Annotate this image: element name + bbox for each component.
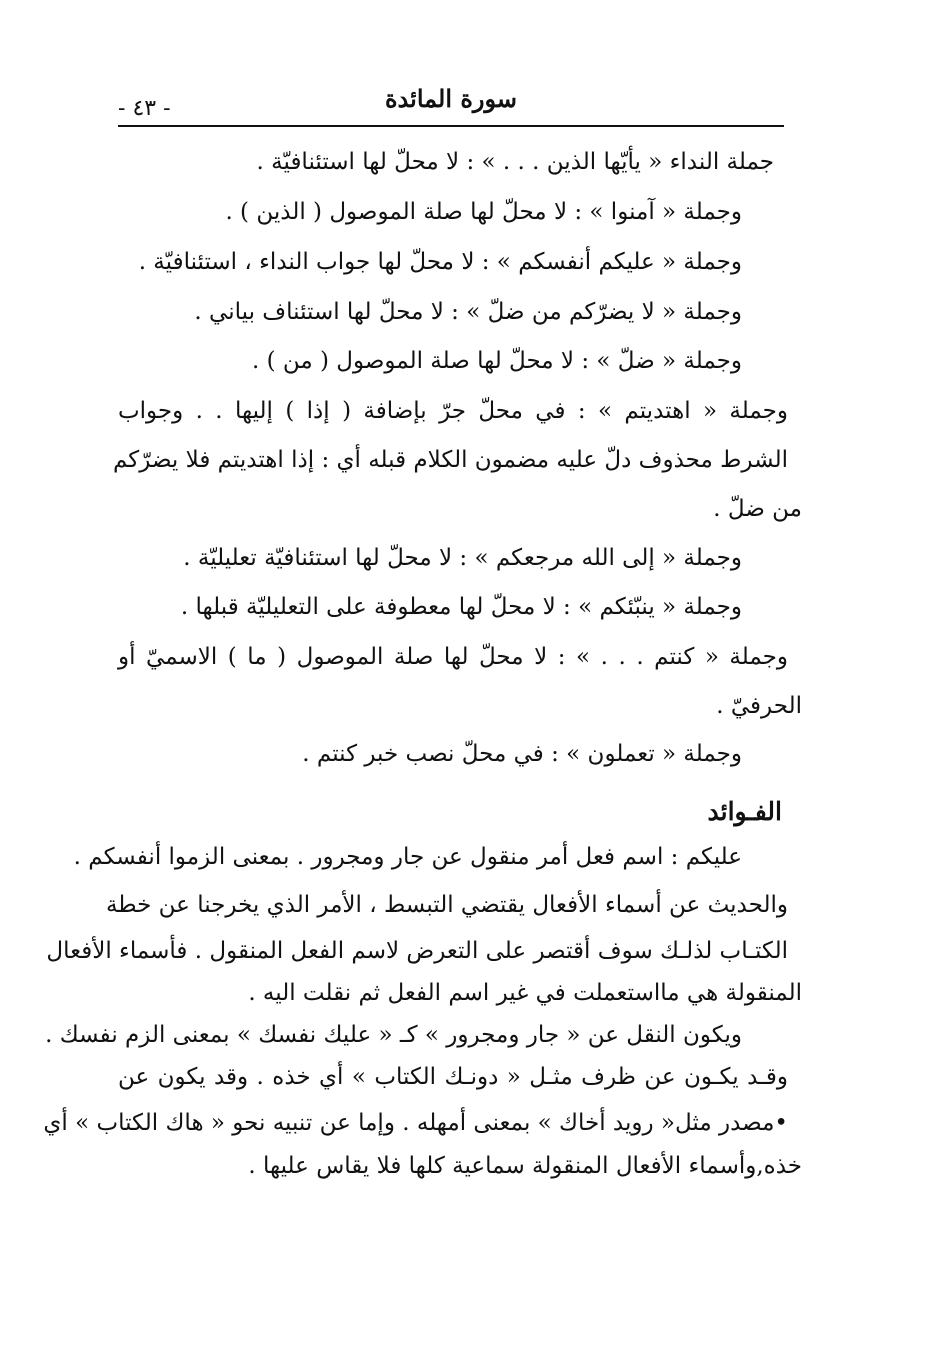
fawaid-line: عليكم : اسم فعل أمر منقول عن جار ومجرور . بمعنى الزموا أنفسكم . [73,844,742,870]
irab-line: وجملة « لا يضرّكم من ضلّ » : لا محلّ لها استئناف بياني . [194,299,742,325]
irab-line: وجملة « كنتم . . . » : لا محلّ لها صلة الموصول ( ما ) الاسميّ أو [118,644,788,670]
header-divider [118,125,784,127]
irab-line: وجملة « اهتديتم » : في محلّ جرّ بإضافة ( إذا ) إليها . . وجواب [118,398,788,424]
irab-line: وجملة « عليكم أنفسكم » : لا محلّ لها جواب النداء ، استئنافيّة . [138,249,742,275]
fawaid-line: ويكون النقل عن « جار ومجرور » كـ « عليك نفسك » بمعنى الزم نفسك . [45,1022,742,1048]
fawaid-line: خذه,وأسماء الأفعال المنقولة سماعية كلها فلا يقاس عليها . [248,1153,802,1179]
irab-line: الحرفيّ . [716,693,802,719]
fawaid-line: •مصدر مثل« رويد أخاك » بمعنى أمهله . وإما عن تنبيه نحو « هاك الكتاب » أي [43,1110,788,1136]
irab-line: وجملة « آمنوا » : لا محلّ لها صلة الموصول ( الذين ) . [225,199,742,225]
fawaid-line: وقـد يكـون عن ظرف مثـل « دونـك الكتاب » أي خذه . وقد يكون عن [118,1064,788,1090]
irab-line: من ضلّ . [713,496,802,522]
irab-line: وجملة « إلى الله مرجعكم » : لا محلّ لها استئنافيّة تعليليّة . [183,545,742,571]
page-header [118,84,784,122]
surah-title: سورة المائدة [384,84,518,113]
fawaid-line: الكتـاب لذلـك سوف أقتصر على التعرض لاسم الفعل المنقول . فأسماء الأفعال [46,938,788,964]
irab-line: وجملة « ضلّ » : لا محلّ لها صلة الموصول ( من ) . [251,348,742,374]
fawaid-line: والحديث عن أسماء الأفعال يقتضي التبسط ، الأمر الذي يخرجنا عن خطة [105,892,788,918]
irab-line: الشرط محذوف دلّ عليه مضمون الكلام قبله أي : إذا اهتديتم فلا يضرّكم [113,447,788,473]
fawaid-line: المنقولة هي مااستعملت في غير اسم الفعل ثم نقلت اليه . [248,980,802,1006]
page-number: - ٤٣ - [118,96,171,121]
irab-line: جملة النداء « يأيّها الذين . . . » : لا محلّ لها استئنافيّة . [256,149,774,175]
irab-line: وجملة « ينبّئكم » : لا محلّ لها معطوفة على التعليليّة قبلها . [180,594,742,620]
fawaid-heading: الفـوائد [707,797,782,826]
irab-line: وجملة « تعملون » : في محلّ نصب خبر كنتم . [302,741,742,767]
